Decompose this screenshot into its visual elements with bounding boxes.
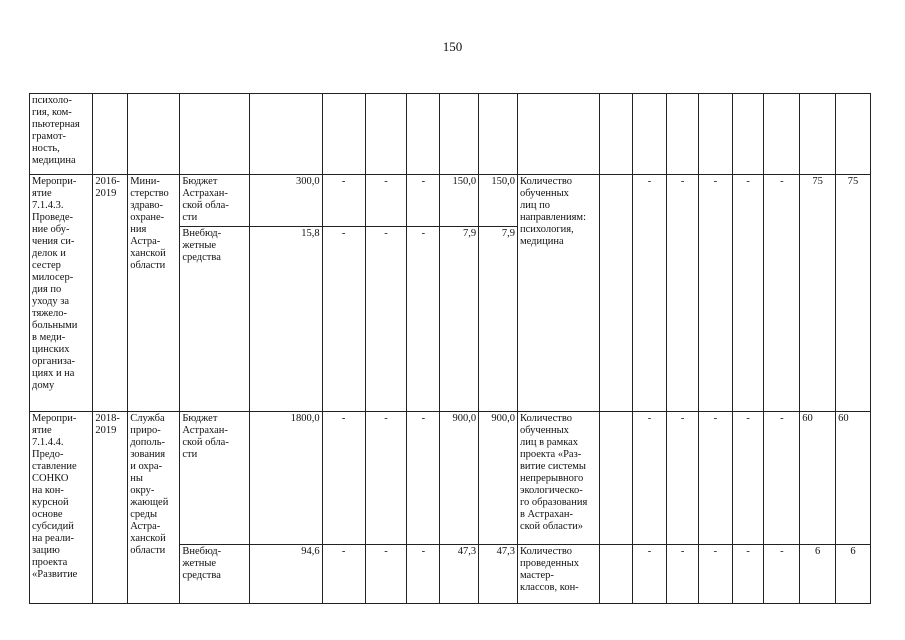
measure-name-cell: Меропри- ятие 7.1.4.4. Предо- ставление СОНКО на кон- курсной основе субсидий на реали- зацию проекта «Развитие [30, 412, 93, 604]
funding-year-cell: 150,0 [440, 175, 479, 227]
dash-cell: - [322, 227, 365, 412]
table-row [30, 412, 871, 545]
indicator-value-cell: 60 [800, 412, 836, 545]
dash-cell: - [322, 545, 365, 604]
empty-cell [440, 94, 479, 175]
funding-source-cell: Бюджет Астрахан- ской обла- сти [180, 412, 250, 545]
empty-cell [699, 94, 733, 175]
dash-cell: - [365, 412, 407, 545]
funding-year-cell: 7,9 [479, 227, 518, 412]
dash-cell: - [365, 175, 407, 227]
table-row [30, 175, 871, 227]
dash-cell: - [764, 545, 800, 604]
empty-cell [800, 94, 836, 175]
dash-cell: - [632, 412, 667, 545]
program-table [29, 93, 871, 604]
funding-source-cell: Бюджет Астрахан- ской обла- сти [180, 175, 250, 227]
dash-cell: - [764, 412, 800, 545]
empty-cell [517, 94, 599, 175]
indicator-value-cell: 6 [800, 545, 836, 604]
indicator-value-cell: 6 [836, 545, 871, 604]
funding-source-cell: Внебюд- жетные средства [180, 227, 250, 412]
funding-year-cell: 47,3 [479, 545, 518, 604]
dash-cell: - [732, 412, 764, 545]
empty-cell [599, 412, 632, 545]
measure-name-cell: психоло- гия, ком- пьютерная грамот- ность, медицина [30, 94, 93, 175]
indicator-cell: Количество обученных лиц по направлениям: психология, медицина [517, 175, 599, 412]
empty-cell [180, 94, 250, 175]
empty-cell [599, 175, 632, 412]
dash-cell: - [322, 175, 365, 227]
funding-total-cell: 1800,0 [249, 412, 322, 545]
dash-cell: - [699, 175, 733, 412]
page-number: 150 [442, 39, 463, 54]
dash-cell: - [407, 227, 440, 412]
empty-cell [599, 545, 632, 604]
funding-year-cell: 900,0 [440, 412, 479, 545]
dash-cell: - [732, 545, 764, 604]
empty-cell [407, 94, 440, 175]
indicator-value-cell: 75 [836, 175, 871, 412]
years-cell: 2018- 2019 [93, 412, 128, 604]
dash-cell: - [699, 545, 733, 604]
indicator-cell: Количество проведенных мастер- классов, кон- [517, 545, 599, 604]
indicator-value-cell: 75 [800, 175, 836, 412]
dash-cell: - [407, 175, 440, 227]
funding-year-cell: 47,3 [440, 545, 479, 604]
funding-source-cell: Внебюд- жетные средства [180, 545, 250, 604]
measure-name-cell: Меропри- ятие 7.1.4.3. Проведе- ние обу- чения си- делок и сестер милосер- дия по уходу за тяжело- больными в меди- цинских организа- циях и на дому [30, 175, 93, 412]
empty-cell [249, 94, 322, 175]
empty-cell [479, 94, 518, 175]
empty-cell [365, 94, 407, 175]
indicator-cell: Количество обученных лиц в рамках проекта «Раз- витие системы непрерывного экологическо- го образования в Астрахан- ской области» [517, 412, 599, 545]
empty-cell [632, 94, 667, 175]
dash-cell: - [365, 227, 407, 412]
dash-cell: - [764, 175, 800, 412]
dash-cell: - [632, 545, 667, 604]
executor-cell: Мини- стерство здраво- охране- ния Астра- ханской области [128, 175, 180, 412]
table-row [30, 94, 871, 175]
empty-cell [764, 94, 800, 175]
executor-cell: Служба приро- дополь- зования и охра- ны окру- жающей среды Астра- ханской области [128, 412, 180, 604]
dash-cell: - [667, 545, 699, 604]
dash-cell: - [322, 412, 365, 545]
dash-cell: - [667, 175, 699, 412]
funding-year-cell: 900,0 [479, 412, 518, 545]
dash-cell: - [732, 175, 764, 412]
dash-cell: - [407, 412, 440, 545]
funding-total-cell: 15,8 [249, 227, 322, 412]
empty-cell [93, 94, 128, 175]
dash-cell: - [667, 412, 699, 545]
dash-cell: - [699, 412, 733, 545]
funding-year-cell: 7,9 [440, 227, 479, 412]
dash-cell: - [632, 175, 667, 412]
empty-cell [322, 94, 365, 175]
funding-total-cell: 300,0 [249, 175, 322, 227]
funding-total-cell: 94,6 [249, 545, 322, 604]
years-cell: 2016- 2019 [93, 175, 128, 412]
empty-cell [128, 94, 180, 175]
dash-cell: - [407, 545, 440, 604]
empty-cell [599, 94, 632, 175]
indicator-value-cell: 60 [836, 412, 871, 545]
empty-cell [667, 94, 699, 175]
dash-cell: - [365, 545, 407, 604]
empty-cell [732, 94, 764, 175]
funding-year-cell: 150,0 [479, 175, 518, 227]
empty-cell [836, 94, 871, 175]
